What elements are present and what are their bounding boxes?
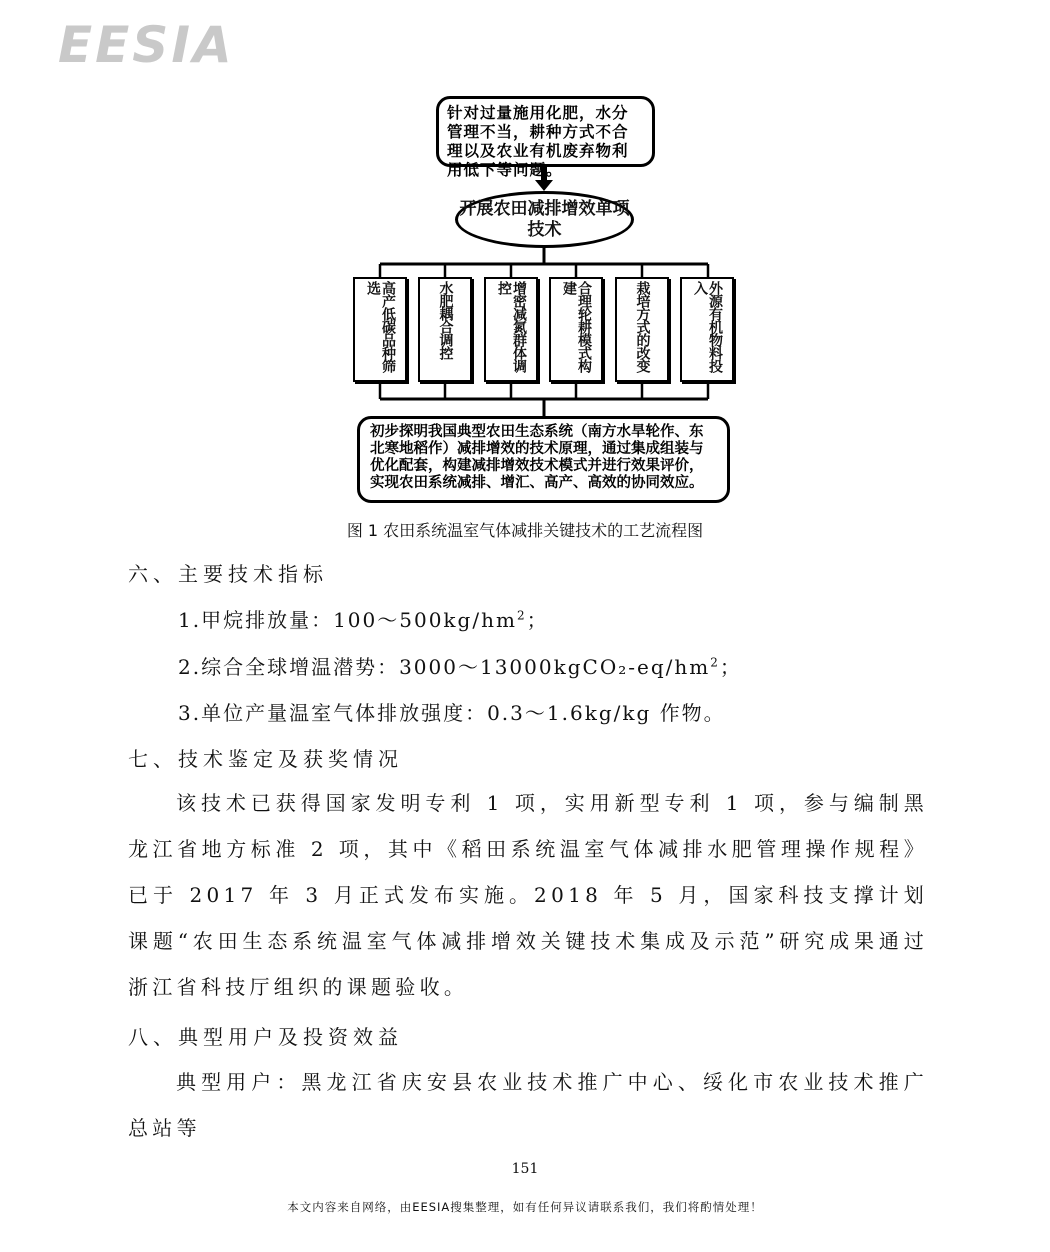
superscript: 2 bbox=[516, 608, 527, 623]
figure-caption: 图 1 农田系统温室气体减排关键技术的工艺流程图 bbox=[346, 521, 704, 540]
section-heading: 八、典型用户及投资效益 bbox=[128, 1025, 403, 1049]
indicator-tail: ； bbox=[526, 608, 549, 632]
technique-label: 水肥耦合调控 bbox=[437, 281, 454, 359]
body-paragraph: 该技术已获得国家发明专利 1 项，实用新型专利 1 项，参与编制黑龙江省地方标准 2 项，其中《稻田系统温室气体减排水肥管理操作规程》已于 2017 年 3 月正式发布实施。2018 年 5 月，国家科技支撑计划课题“农田生态系统温室气体减排增效关键技术集成及示范”研究成果通过浙江省科技厅组织的课题验收。 bbox=[128, 791, 928, 999]
eesia-logo: EESIA bbox=[58, 16, 235, 74]
indicator-text: 1.甲烷排放量：100～500kg/hm bbox=[178, 608, 517, 632]
page-number: 151 bbox=[511, 1161, 539, 1177]
technique-box bbox=[615, 277, 669, 382]
technique-box bbox=[484, 277, 538, 382]
arrow-head bbox=[535, 180, 553, 191]
technique-label: 栽培方式的改变 bbox=[634, 281, 651, 372]
superscript: 2 bbox=[710, 655, 720, 670]
process-flowchart bbox=[0, 0, 1050, 520]
footer-note: 本文内容来自网络，由EESIA搜集整理，如有任何异议请联系我们，我们将酌情处理！ bbox=[287, 1200, 763, 1214]
problem-box: 针对过量施用化肥，水分管理不当，耕种方式不合理以及农业有机废弃物利用低下等问题。 bbox=[436, 96, 655, 167]
indicator-item bbox=[178, 604, 549, 633]
indicator-item bbox=[178, 651, 742, 680]
technique-label: 合理轮耕模式构建 bbox=[561, 281, 592, 372]
indicator-tail: ； bbox=[719, 655, 742, 679]
technique-box bbox=[353, 277, 407, 382]
stage-ellipse: 开展农田减排增效单项技术 bbox=[455, 191, 634, 248]
technique-box bbox=[549, 277, 603, 382]
body-paragraph: 典型用户：黑龙江省庆安县农业技术推广中心、绥化市农业技术推广总站等 bbox=[128, 1070, 928, 1140]
indicator-item bbox=[178, 697, 726, 726]
technique-box bbox=[680, 277, 734, 382]
technique-label: 增密减氮群体调控 bbox=[496, 281, 527, 372]
technique-label: 外源有机物料投入 bbox=[692, 281, 723, 372]
section-heading: 六、主要技术指标 bbox=[128, 562, 328, 586]
outcome-box: 初步探明我国典型农田生态系统（南方水旱轮作、东北寒地稻作）减排增效的技术原理，通过集成组装与优化配套，构建减排增效技术模式并进行效果评价，实现农田系统减排、增汇、高产、高效的协同效应。 bbox=[357, 416, 730, 503]
technique-box bbox=[418, 277, 472, 382]
technique-label: 高产低碳品种筛选 bbox=[365, 281, 396, 372]
indicator-text: 3.单位产量温室气体排放强度：0.3～1.6kg/kg 作物。 bbox=[178, 701, 726, 725]
section-heading: 七、技术鉴定及获奖情况 bbox=[128, 747, 403, 771]
indicator-text: 2.综合全球增温潜势：3000～13000kgCO₂-eq/hm bbox=[178, 655, 711, 679]
